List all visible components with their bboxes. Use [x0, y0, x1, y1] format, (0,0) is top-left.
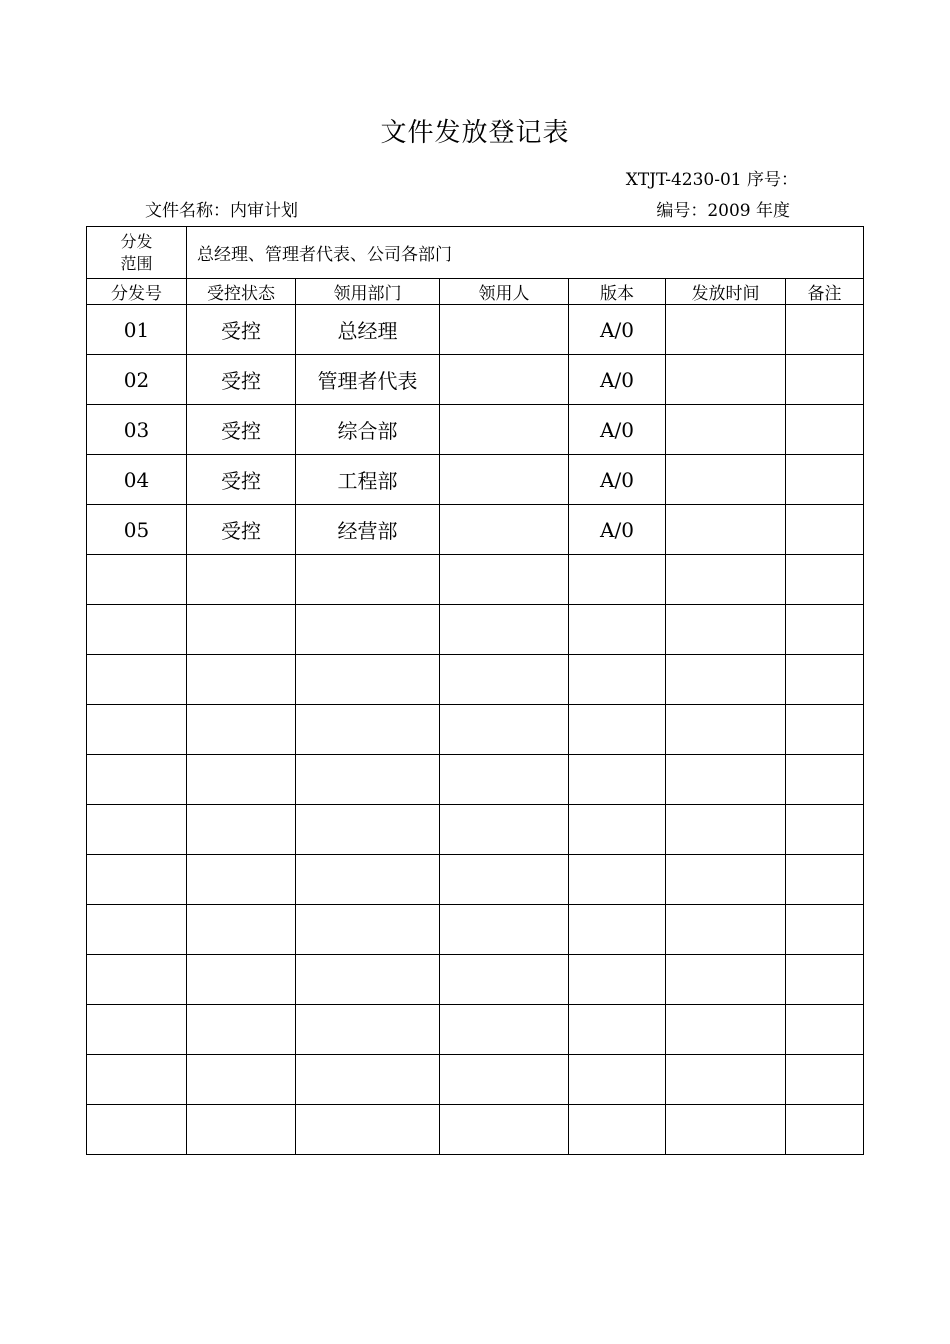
- cell-remarks: [786, 455, 864, 505]
- cell-version: A/0: [569, 305, 666, 355]
- cell-control-status: [187, 1005, 296, 1055]
- cell-version: A/0: [569, 455, 666, 505]
- cell-remarks: [786, 855, 864, 905]
- cell-recipient: [440, 855, 569, 905]
- cell-issue-time: [666, 905, 786, 955]
- table-row: [87, 505, 864, 555]
- column-header-recipient: 领用人: [440, 279, 569, 305]
- table-row: [87, 555, 864, 605]
- cell-version: [569, 905, 666, 955]
- table-row: [87, 805, 864, 855]
- cell-remarks: [786, 305, 864, 355]
- table-row: [87, 655, 864, 705]
- table-header-row: [87, 279, 864, 305]
- cell-distribution-number: [87, 1055, 187, 1105]
- cell-distribution-number: [87, 1005, 187, 1055]
- cell-recipient: [440, 1055, 569, 1105]
- cell-version: [569, 555, 666, 605]
- cell-control-status: [187, 705, 296, 755]
- cell-issue-time: [666, 1105, 786, 1155]
- cell-department: [296, 705, 440, 755]
- table-row: [87, 855, 864, 905]
- table-row: [87, 1005, 864, 1055]
- cell-distribution-number: 02: [87, 355, 187, 405]
- cell-department: [296, 805, 440, 855]
- cell-department: [296, 1105, 440, 1155]
- cell-distribution-number: 04: [87, 455, 187, 505]
- cell-recipient: [440, 355, 569, 405]
- cell-recipient: [440, 755, 569, 805]
- cell-control-status: [187, 855, 296, 905]
- cell-control-status: 受控: [187, 405, 296, 455]
- cell-issue-time: [666, 955, 786, 1005]
- cell-department: [296, 755, 440, 805]
- cell-distribution-number: 05: [87, 505, 187, 555]
- cell-version: A/0: [569, 405, 666, 455]
- cell-recipient: [440, 1105, 569, 1155]
- cell-remarks: [786, 1105, 864, 1155]
- cell-recipient: [440, 305, 569, 355]
- cell-version: [569, 955, 666, 1005]
- cell-recipient: [440, 605, 569, 655]
- cell-remarks: [786, 605, 864, 655]
- cell-issue-time: [666, 505, 786, 555]
- file-name: 文件名称：内审计划: [145, 201, 298, 221]
- cell-department: [296, 555, 440, 605]
- cell-department: [296, 955, 440, 1005]
- table-row: [87, 755, 864, 805]
- cell-issue-time: [666, 805, 786, 855]
- cell-version: [569, 605, 666, 655]
- cell-version: A/0: [569, 505, 666, 555]
- cell-remarks: [786, 805, 864, 855]
- cell-control-status: [187, 905, 296, 955]
- cell-recipient: [440, 405, 569, 455]
- cell-recipient: [440, 905, 569, 955]
- table-row: [87, 605, 864, 655]
- cell-recipient: [440, 455, 569, 505]
- cell-department: 管理者代表: [296, 355, 440, 405]
- distribution-register-table: [86, 226, 864, 1155]
- table-row: [87, 305, 864, 355]
- table-row: [87, 1105, 864, 1155]
- cell-distribution-number: [87, 1105, 187, 1155]
- cell-distribution-number: [87, 855, 187, 905]
- cell-recipient: [440, 555, 569, 605]
- cell-issue-time: [666, 455, 786, 505]
- scope-label-line1: 分发: [120, 231, 153, 251]
- cell-control-status: [187, 605, 296, 655]
- table-row: [87, 455, 864, 505]
- cell-remarks: [786, 555, 864, 605]
- cell-distribution-number: [87, 705, 187, 755]
- cell-department: [296, 1055, 440, 1105]
- cell-version: [569, 1055, 666, 1105]
- cell-department: 经营部: [296, 505, 440, 555]
- cell-control-status: [187, 1105, 296, 1155]
- cell-issue-time: [666, 655, 786, 705]
- cell-recipient: [440, 705, 569, 755]
- cell-issue-time: [666, 855, 786, 905]
- cell-distribution-number: 01: [87, 305, 187, 355]
- table-row: [87, 355, 864, 405]
- cell-version: [569, 855, 666, 905]
- cell-issue-time: [666, 1005, 786, 1055]
- cell-version: [569, 705, 666, 755]
- cell-remarks: [786, 705, 864, 755]
- cell-distribution-number: [87, 655, 187, 705]
- cell-control-status: 受控: [187, 455, 296, 505]
- cell-recipient: [440, 655, 569, 705]
- cell-version: [569, 805, 666, 855]
- cell-department: [296, 605, 440, 655]
- cell-distribution-number: 03: [87, 405, 187, 455]
- cell-remarks: [786, 505, 864, 555]
- column-header-remarks: 备注: [786, 279, 864, 305]
- cell-department: [296, 1005, 440, 1055]
- cell-issue-time: [666, 705, 786, 755]
- cell-issue-time: [666, 405, 786, 455]
- cell-department: 工程部: [296, 455, 440, 505]
- cell-remarks: [786, 755, 864, 805]
- cell-version: A/0: [569, 355, 666, 405]
- cell-issue-time: [666, 605, 786, 655]
- cell-version: [569, 1005, 666, 1055]
- column-header-department: 领用部门: [296, 279, 440, 305]
- cell-remarks: [786, 955, 864, 1005]
- cell-remarks: [786, 1055, 864, 1105]
- cell-department: [296, 855, 440, 905]
- cell-distribution-number: [87, 805, 187, 855]
- cell-department: 综合部: [296, 405, 440, 455]
- cell-recipient: [440, 1005, 569, 1055]
- cell-version: [569, 655, 666, 705]
- cell-department: [296, 905, 440, 955]
- table-row: [87, 405, 864, 455]
- cell-control-status: [187, 655, 296, 705]
- cell-distribution-number: [87, 755, 187, 805]
- table-row: [87, 905, 864, 955]
- table-row: [87, 955, 864, 1005]
- cell-department: 总经理: [296, 305, 440, 355]
- cell-issue-time: [666, 355, 786, 405]
- cell-control-status: [187, 755, 296, 805]
- cell-control-status: 受控: [187, 505, 296, 555]
- scope-label-line2: 范围: [120, 253, 153, 273]
- cell-recipient: [440, 955, 569, 1005]
- table-row: [87, 705, 864, 755]
- cell-version: [569, 755, 666, 805]
- cell-control-status: [187, 1055, 296, 1105]
- cell-remarks: [786, 655, 864, 705]
- cell-distribution-number: [87, 955, 187, 1005]
- cell-department: [296, 655, 440, 705]
- cell-distribution-number: [87, 605, 187, 655]
- scope-value: 总经理、管理者代表、公司各部门: [187, 227, 864, 279]
- cell-control-status: 受控: [187, 355, 296, 405]
- cell-remarks: [786, 405, 864, 455]
- cell-issue-time: [666, 555, 786, 605]
- cell-control-status: [187, 955, 296, 1005]
- page-title: 文件发放登记表: [380, 118, 570, 148]
- column-header-version: 版本: [569, 279, 666, 305]
- cell-distribution-number: [87, 905, 187, 955]
- cell-issue-time: [666, 1055, 786, 1105]
- cell-control-status: [187, 805, 296, 855]
- cell-issue-time: [666, 305, 786, 355]
- cell-recipient: [440, 805, 569, 855]
- cell-remarks: [786, 1005, 864, 1055]
- cell-control-status: 受控: [187, 305, 296, 355]
- serial-number: 编号：2009 年度: [656, 201, 790, 221]
- document-code: XTJT-4230-01 序号：: [625, 170, 798, 190]
- cell-recipient: [440, 505, 569, 555]
- cell-control-status: [187, 555, 296, 605]
- column-header-issue-time: 发放时间: [666, 279, 786, 305]
- cell-remarks: [786, 905, 864, 955]
- column-header-status: 受控状态: [187, 279, 296, 305]
- scope-label: [87, 227, 187, 279]
- cell-version: [569, 1105, 666, 1155]
- cell-distribution-number: [87, 555, 187, 605]
- table-row: [87, 1055, 864, 1105]
- column-header-number: 分发号: [87, 279, 187, 305]
- scope-row: [87, 227, 864, 279]
- cell-issue-time: [666, 755, 786, 805]
- cell-remarks: [786, 355, 864, 405]
